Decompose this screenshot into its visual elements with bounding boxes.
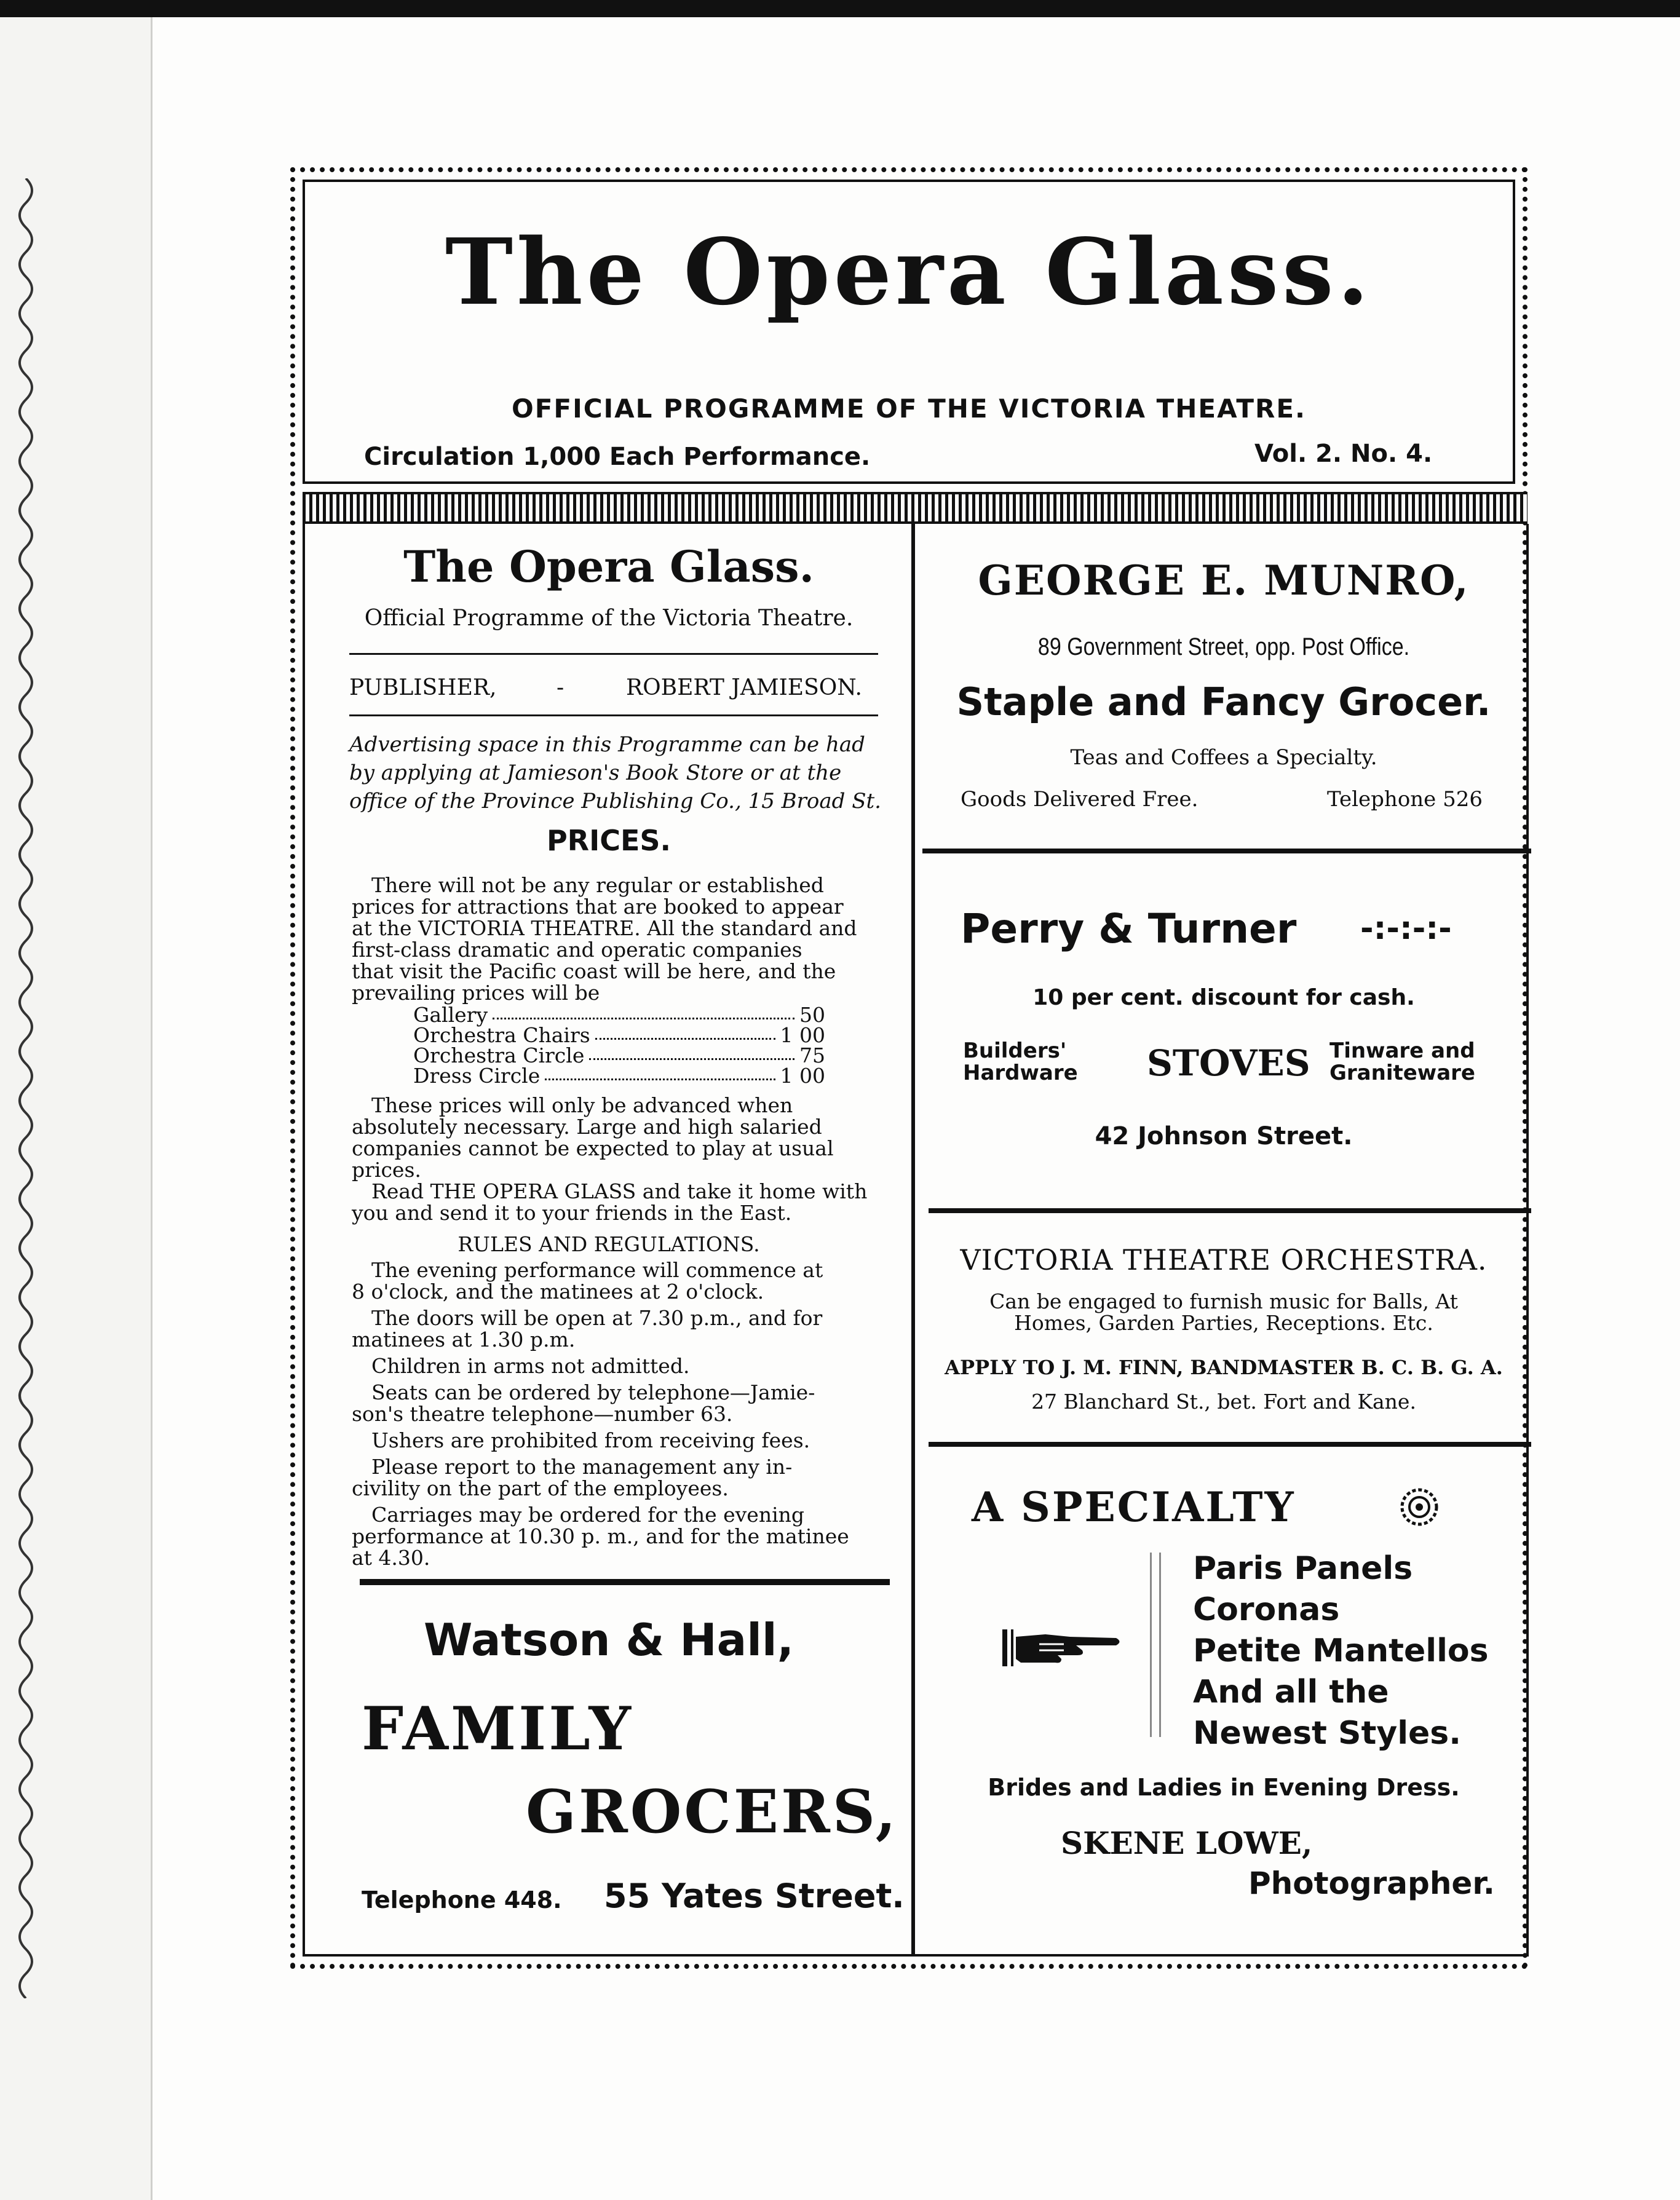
volume-number: Vol. 2. No. 4. [1254, 440, 1433, 468]
bottom-border [303, 1954, 1529, 1957]
prices-heading: PRICES. [546, 824, 672, 857]
perry-stoves: STOVES [1147, 1042, 1310, 1084]
orchestra-title: VICTORIA THEATRE ORCHESTRA. [960, 1243, 1488, 1276]
prices-note-line: companies cannot be expected to play at usual [352, 1136, 834, 1160]
right-rule-1 [922, 849, 1531, 853]
price-name: Orchestra Chairs [413, 1023, 590, 1047]
orchestra-line: Homes, Garden Parties, Receptions. Etc. [1014, 1310, 1433, 1335]
price-row [413, 1025, 825, 1045]
advert-line: Advertising space in this Programme can be had [349, 732, 865, 757]
rule-line: performance at 10.30 p. m., and for the matinee [352, 1524, 849, 1548]
prices-intro-line: prices for attractions that are booked to appear [352, 895, 844, 919]
masthead-subtitle: OFFICIAL PROGRAMME OF THE VICTORIA THEATRE. [511, 394, 1306, 424]
masthead-title: The Opera Glass. [445, 218, 1373, 325]
munro-name: GEORGE E. MUNRO, [978, 556, 1470, 604]
prices-intro-line: that visit the Pacific coast will be here, and the [352, 959, 836, 983]
decorative-stripe-rule [303, 492, 1527, 524]
publisher-dash: - [557, 675, 565, 700]
rule-line: 8 o'clock, and the matinees at 2 o'clock. [352, 1280, 764, 1304]
rule-line: The evening performance will commence at [371, 1258, 823, 1282]
advert-line: by applying at Jamieson's Book Store or at the [349, 761, 842, 785]
perry-name: Perry & Turner [961, 905, 1297, 952]
perry-left [963, 1040, 1078, 1084]
munro-telephone: Telephone 526 [1327, 787, 1483, 812]
read-note-line: you and send it to your friends in the East. [352, 1201, 792, 1225]
rules-heading: RULES AND REGULATIONS. [458, 1232, 760, 1256]
rule-line: The doors will be open at 7.30 p.m., and for [371, 1306, 823, 1330]
munro-specialty: Teas and Coffees a Specialty. [1070, 745, 1377, 770]
specialty-item: Newest Styles. [1193, 1715, 1462, 1752]
price-name: Gallery [413, 1003, 488, 1027]
left-subtitle: Official Programme of the Victoria Theatre. [364, 606, 854, 631]
rule-line: matinees at 1.30 p.m. [352, 1328, 576, 1351]
price-value: 75 [799, 1043, 825, 1067]
rule-line: at 4.30. [352, 1546, 430, 1570]
rule-line: Seats can be ordered by telephone—Jamie- [371, 1380, 815, 1404]
publisher-label: PUBLISHER, [349, 675, 497, 700]
munro-address: 89 Government Street, opp. Post Office. [1037, 633, 1410, 660]
left-column-border [303, 524, 305, 1957]
price-value: 50 [799, 1003, 825, 1027]
rules-list [352, 1259, 882, 1569]
left-rule-1 [349, 653, 878, 655]
watson-family: FAMILY [362, 1694, 634, 1763]
left-rule-2 [349, 714, 878, 716]
perry-right-line: Graniteware [1329, 1060, 1475, 1085]
perry-discount: 10 per cent. discount for cash. [1032, 985, 1415, 1010]
perry-address: 42 Johnson Street. [1095, 1122, 1353, 1150]
specialty-brides: Brides and Ladies in Evening Dress. [988, 1774, 1460, 1801]
left-thick-rule [360, 1579, 890, 1585]
watson-grocers: GROCERS, [526, 1777, 899, 1846]
orchestra-address: 27 Blanchard St., bet. Fort and Kane. [1031, 1390, 1416, 1414]
column-divider [911, 524, 915, 1957]
perry-right-line: Tinware and [1329, 1039, 1475, 1063]
circulation-note: Circulation 1,000 Each Performance. [364, 443, 871, 471]
left-title: The Opera Glass. [403, 541, 814, 592]
prices-note-line: These prices will only be advanced when [371, 1093, 793, 1117]
rule-line: son's theatre telephone—number 63. [352, 1402, 733, 1426]
rule-line: Carriages may be ordered for the evening [371, 1503, 805, 1527]
prices-intro [352, 874, 882, 1003]
rosette-icon [1399, 1487, 1440, 1527]
prices-intro-line: at the VICTORIA THEATRE. All the standard and [352, 916, 857, 940]
perry-ornament: -:-:-:- [1360, 910, 1452, 947]
prices-note-line: absolutely necessary. Large and high salaried [352, 1115, 822, 1139]
price-name: Dress Circle [413, 1064, 541, 1088]
photographer-name: SKENE LOWE, [1061, 1825, 1313, 1861]
specialty-item: Petite Mantellos [1193, 1632, 1489, 1669]
specialty-list [1193, 1548, 1489, 1754]
price-row [413, 1066, 825, 1086]
advert-line: office of the Province Publishing Co., 15 Broad St. [349, 789, 881, 813]
watson-telephone: Telephone 448. [362, 1886, 562, 1913]
rule-line: Ushers are prohibited from receiving fees. [371, 1428, 810, 1452]
orchestra-line: Can be engaged to furnish music for Balls, At [989, 1289, 1458, 1313]
right-column-border [1526, 524, 1529, 1957]
publisher-name: ROBERT JAMIESON. [626, 675, 862, 700]
rule-line: Children in arms not admitted. [371, 1354, 690, 1378]
advertising-notice [349, 730, 884, 815]
perry-left-line: Builders' [963, 1039, 1067, 1063]
perry-left-line: Hardware [963, 1060, 1078, 1085]
page-edge [0, 0, 1680, 17]
perry-right [1329, 1040, 1475, 1084]
price-row [413, 1045, 825, 1066]
rule-line: civility on the part of the employees. [352, 1476, 729, 1500]
binding-edge-ornament [9, 178, 43, 1998]
prices-intro-line: prevailing prices will be [352, 981, 600, 1005]
specialty-item: Paris Panels [1193, 1550, 1413, 1587]
price-value: 1 00 [780, 1023, 825, 1047]
price-list [413, 1005, 825, 1086]
photographer-title: Photographer. [1248, 1866, 1495, 1901]
price-row [413, 1005, 825, 1025]
prices-intro-line: first-class dramatic and operatic companies [352, 938, 802, 962]
specialty-title: A SPECIALTY [972, 1483, 1296, 1531]
watson-name: Watson & Hall, [424, 1614, 794, 1666]
pointing-hand-icon [1002, 1623, 1125, 1672]
prices-note-line: prices. [352, 1158, 421, 1182]
right-rule-3 [929, 1442, 1531, 1447]
price-name: Orchestra Circle [413, 1043, 585, 1067]
prices-intro-line: There will not be any regular or established [371, 873, 824, 897]
specialty-item: Coronas [1193, 1591, 1340, 1628]
price-value: 1 00 [780, 1064, 825, 1088]
watson-address: 55 Yates Street. [604, 1877, 905, 1915]
munro-delivery: Goods Delivered Free. [961, 787, 1199, 812]
rule-line: Please report to the management any in- [371, 1455, 793, 1479]
read-note-line: Read THE OPERA GLASS and take it home with [371, 1179, 868, 1203]
orchestra-description [922, 1291, 1525, 1334]
orchestra-apply: APPLY TO J. M. FINN, BANDMASTER B. C. B. G. A. [945, 1356, 1503, 1379]
right-rule-2 [929, 1208, 1531, 1213]
specialty-item: And all the [1193, 1674, 1389, 1711]
munro-trade: Staple and Fancy Grocer. [956, 679, 1491, 724]
prices-note [352, 1094, 882, 1224]
specialty-vertical-rule [1150, 1553, 1161, 1737]
